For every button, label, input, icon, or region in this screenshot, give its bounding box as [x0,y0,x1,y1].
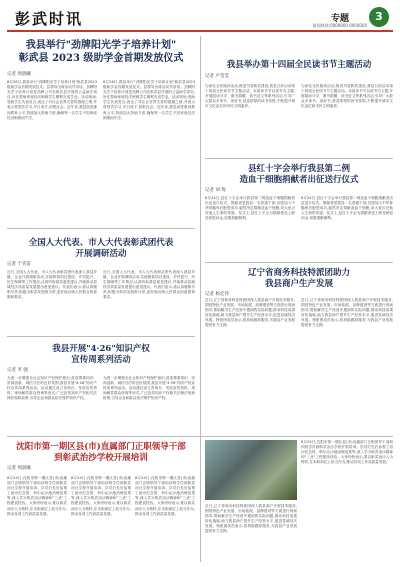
article-body: 近日,全国人大代表、市人大代表彰武团代表深入我县乡镇、企业开展调研活动,实地察看项目建设、乡村振兴、民生保障等工作情况,认真听取基层意见建议,并就推动县域经济高质量发展提出意见建议。代表们表示,将认真履职尽责,积极为彰武发展鼓与呼,更好地反映人民群众的意愿和要求。 [7,270,97,300]
column-divider [200,36,201,562]
article-body: 8月24日,沈阳市第一期区县(市)直属部门正职领导干部培训班学员到彰武治沙学校开展培训。学员们先后参观了治沙纪念馆、科尔沁沙地治理成果等,深入学习彰武治沙精神和"三北"工程建设经验。大家纷纷表示,要以彰武治沙人为榜样,在本职岗位上担当作为,推动各项工作高质量发展。 [71,476,131,516]
divider [7,336,195,337]
article-body: 近日,辽宁省商务科技特派团深入我县商户开展技术服务,围绕特色产业发展、市场拓展、品牌建设等方面进行现场指导,帮助解决生产经营中遇到的实际问题,推动科技成果转化落地,助力我县商户提升生产经营水平,促进县域经济发展。特派团成员表示,将持续跟踪服务,为我县产业发展提供有力支撑。 [301,298,393,328]
article-headline [7,344,195,365]
headline-line: 全国人大代表、市人大代表彰武团代表 [28,238,174,248]
article-body: 近日,辽宁省商务科技特派团深入我县商户开展技术服务,围绕特色产业发展、市场拓展、品牌建设等方面进行现场指导,帮助解决生产经营中遇到的实际问题,推动科技成果转化落地,助力我县商户提升生产经营水平,促进县域经济发展。特派团成员表示,将持续跟踪服务,为我县产业发展提供有力支撑。 [205,298,295,328]
headline-line: 县红十字会举行我县第二例 [247,164,350,174]
article-headline [7,238,195,259]
article-headline [205,60,393,71]
byline: 记者 卢莹莹 [205,73,229,79]
article-body: 近日,辽宁省商务科技特派团深入我县商户开展技术服务,围绕特色产业发展、市场拓展、品牌建设等方面进行现场指导,帮助解决生产经营中遇到的实际问题,推动科技成果转化落地,助力我县商户提升生产经营水平,促进县域经济发展。特派团成员表示,将持续跟踪服务,为我县产业发展提供有力支撑。 [205,504,297,534]
headline-line: 我县举行"劲牌阳光学子培养计划" [25,40,177,51]
byline: 记者 李 强 [7,368,28,374]
article-reading-festival [205,38,393,156]
article-headline [205,268,393,289]
publication-info: 新闻热线:0000000 0000000 [312,23,367,28]
newspaper-logo: 彭武时讯 [15,10,84,28]
headline-line: 造血干细胞捐献者出征送行仪式 [239,174,359,185]
article-body: 8月24日,沈阳市第一期区县(市)直属部门正职领导干部培训班学员到彰武治沙学校开展培训。学员们先后参观了治沙纪念馆、科尔沁沙地治理成果等,深入学习彰武治沙精神和"三北"工程建设经验。大家纷纷表示,要以彰武治沙人为榜样,在本职岗位上担当作为,推动各项工作高质量发展。 [135,476,195,516]
news-photo [205,440,297,500]
divider [7,228,195,229]
headline-line: 沈阳市第一期区县(市)直属部门正职领导干部 [16,442,186,452]
article-npc-research [7,232,195,334]
page-number: 3 [369,7,389,27]
headline-line: 辽宁省商务科技特派团助力 [247,268,350,278]
article-body: 8月24日,县红十字会举行我县第二例造血干细胞捐献者出征送行仪式。捐献者是我县一名普通干部,自愿加入中华骨髓库后配型成功,毅然决定捐献造血干细胞,用大爱点亮他人生命的希望。仪式上,县红十字会为捐献者送上鲜花和慰问金,祝愿捐献顺利。 [301,196,393,221]
article-body: 8月26日,我县举行"劲牌阳光学子培养计划"彰武县2023级助学金首期发放仪式。县领导出席活动并讲话。劲牌阳光学子培养计划是劲牌公司在彰武县开展的公益助学项目,旨在帮助家庭经济困难学生顺利完成学业。活动现场,受助学生代表发言,表达了对社会各界关爱的感谢之情,并表示将刻苦学习,早日成才,回报社会。近年来,我县高度重视教育公平,持续加大资助力度,确保每一名学生不因家庭经济困难而失学。 [103,80,195,120]
headline-line: 宣传周系列活动 [71,354,131,365]
byline: 记者 杨宏伟 [205,292,229,298]
article-body: 为深化全民阅读活动,推进书香彰武建设,我县日前启动第十四届全民读书节主题活动。本届读书节以读书为主题,开展阅读分享、图书捐赠、读书征文等系列活动,引导广大群众多读书、读好书,营造浓厚的读书氛围,不断提升城市文化品位和市民文明素养。 [205,84,295,109]
article-body: 8月24日,沈阳市第一期区县(市)直属部门正职领导干部培训班学员到彰武治沙学校开展培训。学员们先后参观了治沙纪念馆、科尔沁沙地治理成果等,深入学习彰武治沙精神和"三北"工程建设经验。大家纷纷表示,要以彰武治沙人为榜样,在本职岗位上担当作为,推动各项工作高质量发展。 [301,440,393,465]
byline: 记者 周晨曦 [7,72,31,77]
article-body: 为深化全民阅读活动,推进书香彰武建设,我县日前启动第十四届全民读书节主题活动。本届读书节以读书为主题,开展阅读分享、图书捐赠、读书征文等系列活动,引导广大群众多读书、读好书,营造浓厚的读书氛围,不断提升城市文化品位和市民文明素养。 [301,84,393,109]
headline-line: 我县商户生产发展 [264,278,333,289]
divider [205,262,393,263]
section-title: 专题 [330,14,349,24]
article-body: 8月24日,县红十字会举行我县第二例造血干细胞捐献者出征送行仪式。捐献者是我县一名普通干部,自愿加入中华骨髓库后配型成功,毅然决定捐献造血干细胞,用大爱点亮他人生命的希望。仪式上,县红十字会为捐献者送上鲜花和慰问金,祝愿捐献顺利。 [205,196,295,221]
headline-line: 开展调研活动 [75,248,127,259]
headline-line: 到彰武治沙学校开展培训 [54,452,148,463]
article-stem-cell-donation [205,160,393,260]
headline-line: 我县开展"4·26"知识产权 [52,344,150,354]
newspaper-page [7,6,393,562]
article-tech-mission [205,264,393,434]
article-body: 为进一步增强全社会知识产权保护意识,营造尊重知识、崇尚创新、诚信守法的良好氛围,我县开展"4·26"知识产权宣传周系列活动。活动通过设立咨询台、发放宣传资料、现场解答群众咨询等形式,广泛宣传知识产权相关法律法规和政策,引导企业和群众依法保护知识产权。 [103,376,195,401]
article-body: 近日,全国人大代表、市人大代表彰武团代表深入我县乡镇、企业开展调研活动,实地察看项目建设、乡村振兴、民生保障等工作情况,认真听取基层意见建议,并就推动县域经济高质量发展提出意见建议。代表们表示,将认真履职尽责,积极为彰武发展鼓与呼,更好地反映人民群众的意愿和要求。 [103,270,195,300]
article-headline [205,164,393,185]
headline-line: 彰武县 2023 级助学金首期发放仪式 [18,52,184,64]
article-headline [7,442,195,463]
article-shenyang-training [7,438,195,562]
masthead [7,6,393,32]
headline-line: 我县举办第十四届全民读书节主题活动 [226,60,372,70]
article-body: 8月24日,沈阳市第一期区县(市)直属部门正职领导干部培训班学员到彰武治沙学校开展培训。学员们先后参观了治沙纪念馆、科尔沁沙地治理成果等,深入学习彰武治沙精神和"三北"工程建设经验。大家纷纷表示,要以彰武治沙人为榜样,在本职岗位上担当作为,推动各项工作高质量发展。 [7,476,67,516]
byline: 记者 周晨曦 [7,466,31,472]
byline: 记者 刘 烁 [205,188,226,194]
article-headline [7,40,195,65]
article-body: 8月26日,我县举行"劲牌阳光学子培养计划"彰武县2023级助学金首期发放仪式。县领导出席活动并讲话。劲牌阳光学子培养计划是劲牌公司在彰武县开展的公益助学项目,旨在帮助家庭经济困难学生顺利完成学业。活动现场,受助学生代表发言,表达了对社会各界关爱的感谢之情,并表示将刻苦学习,早日成才,回报社会。近年来,我县高度重视教育公平,持续加大资助力度,确保每一名学生不因家庭经济困难而失学。 [7,80,97,120]
byline: 记者 于笑雷 [7,262,31,268]
divider [205,158,393,159]
article-ip-week [7,340,195,432]
article-body: 为进一步增强全社会知识产权保护意识,营造尊重知识、崇尚创新、诚信守法的良好氛围,我县开展"4·26"知识产权宣传周系列活动。活动通过设立咨询台、发放宣传资料、现场解答群众咨询等形式,广泛宣传知识产权相关法律法规和政策,引导企业和群众依法保护知识产权。 [7,376,97,401]
article-financial-aid [7,36,195,226]
